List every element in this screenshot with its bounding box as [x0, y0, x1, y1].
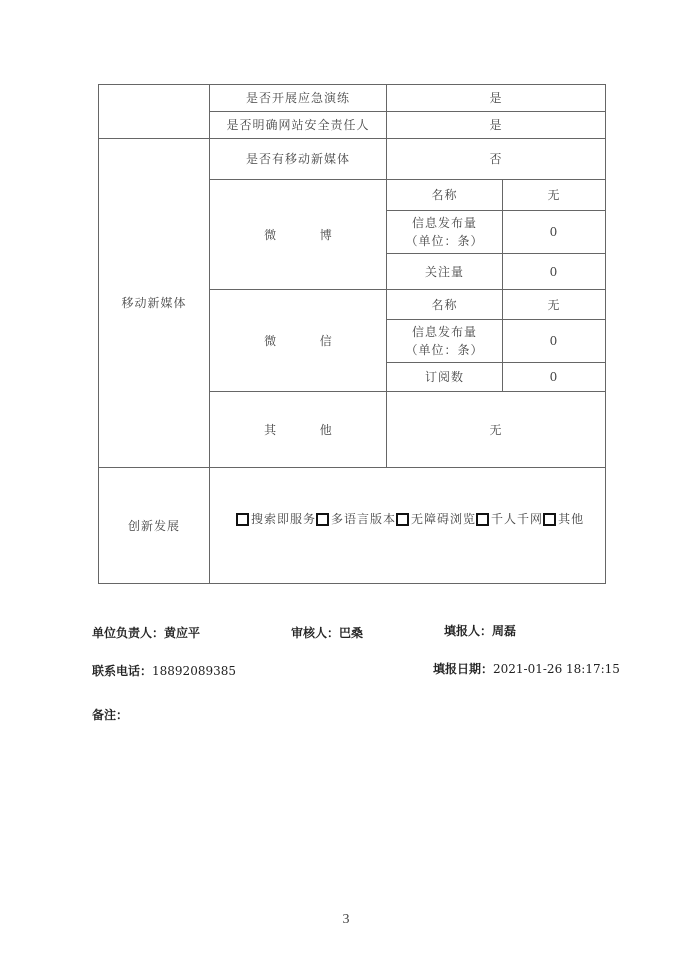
weibo-posts-label-line2: （单位：条） — [405, 234, 484, 248]
weixin-posts-label-line1: 信息发布量 — [411, 325, 477, 339]
report-table — [98, 84, 606, 584]
weibo-followers-value: 0 — [502, 253, 606, 290]
mobile-media-section-label: 移动新媒体 — [98, 138, 210, 468]
weibo-label: 微 博 — [209, 179, 387, 290]
filler-value: 周磊 — [492, 624, 517, 638]
weixin-name-label: 名称 — [386, 289, 503, 320]
filler — [444, 622, 516, 639]
emergency-drill-label: 是否开展应急演练 — [209, 84, 387, 112]
weixin-posts-value: 0 — [502, 319, 606, 363]
weixin-posts-label — [386, 319, 503, 363]
option-accessibility[interactable] — [396, 510, 476, 528]
weibo-followers-label: 关注量 — [386, 253, 503, 290]
phone — [92, 662, 236, 679]
option-other[interactable] — [543, 510, 584, 528]
reviewer — [291, 624, 363, 641]
has-mobile-media-value: 否 — [386, 138, 606, 180]
phone-label: 联系电话： — [92, 664, 153, 678]
has-mobile-media-label: 是否有移动新媒体 — [209, 138, 387, 180]
fill-date — [433, 660, 620, 677]
option-label: 千人千网 — [491, 512, 544, 526]
checkbox-icon[interactable] — [476, 513, 489, 526]
unit-head — [92, 624, 200, 641]
option-search-service[interactable] — [236, 510, 316, 528]
blank-section-cell — [98, 84, 210, 139]
other-media-label: 其 他 — [209, 391, 387, 468]
remark-label: 备注： — [92, 708, 129, 722]
weixin-name-value: 无 — [502, 289, 606, 320]
fill-date-label: 填报日期： — [433, 662, 494, 676]
fill-date-value: 2021-01-26 18:17:15 — [493, 662, 620, 676]
checkbox-icon[interactable] — [316, 513, 329, 526]
option-label: 搜索即服务 — [251, 512, 317, 526]
security-owner-value: 是 — [386, 111, 606, 139]
unit-head-value: 黄应平 — [164, 626, 201, 640]
reviewer-value: 巴桑 — [339, 626, 364, 640]
option-label: 无障碍浏览 — [411, 512, 477, 526]
filler-label: 填报人： — [444, 624, 493, 638]
weibo-name-value: 无 — [502, 179, 606, 211]
reviewer-label: 审核人： — [291, 626, 340, 640]
weibo-posts-label — [386, 210, 503, 254]
emergency-drill-value: 是 — [386, 84, 606, 112]
checkbox-icon[interactable] — [543, 513, 556, 526]
weibo-name-label: 名称 — [386, 179, 503, 211]
innovation-section-label: 创新发展 — [98, 467, 210, 584]
option-personalized[interactable] — [476, 510, 543, 528]
page-number: 3 — [342, 912, 350, 927]
checkbox-icon[interactable] — [396, 513, 409, 526]
phone-value: 18892089385 — [152, 664, 236, 678]
option-multilingual[interactable] — [316, 510, 396, 528]
security-owner-label: 是否明确网站安全责任人 — [209, 111, 387, 139]
other-media-value: 无 — [386, 391, 606, 468]
remark — [92, 706, 128, 723]
weibo-posts-value: 0 — [502, 210, 606, 254]
checkbox-icon[interactable] — [236, 513, 249, 526]
weixin-subscribers-value: 0 — [502, 362, 606, 392]
weixin-subscribers-label: 订阅数 — [386, 362, 503, 392]
unit-head-label: 单位负责人： — [92, 626, 165, 640]
weixin-posts-label-line2: （单位：条） — [405, 343, 484, 357]
weibo-posts-label-line1: 信息发布量 — [411, 216, 477, 230]
innovation-options — [209, 467, 606, 584]
weixin-label: 微 信 — [209, 289, 387, 392]
option-label: 多语言版本 — [331, 512, 397, 526]
option-label: 其他 — [558, 512, 585, 526]
